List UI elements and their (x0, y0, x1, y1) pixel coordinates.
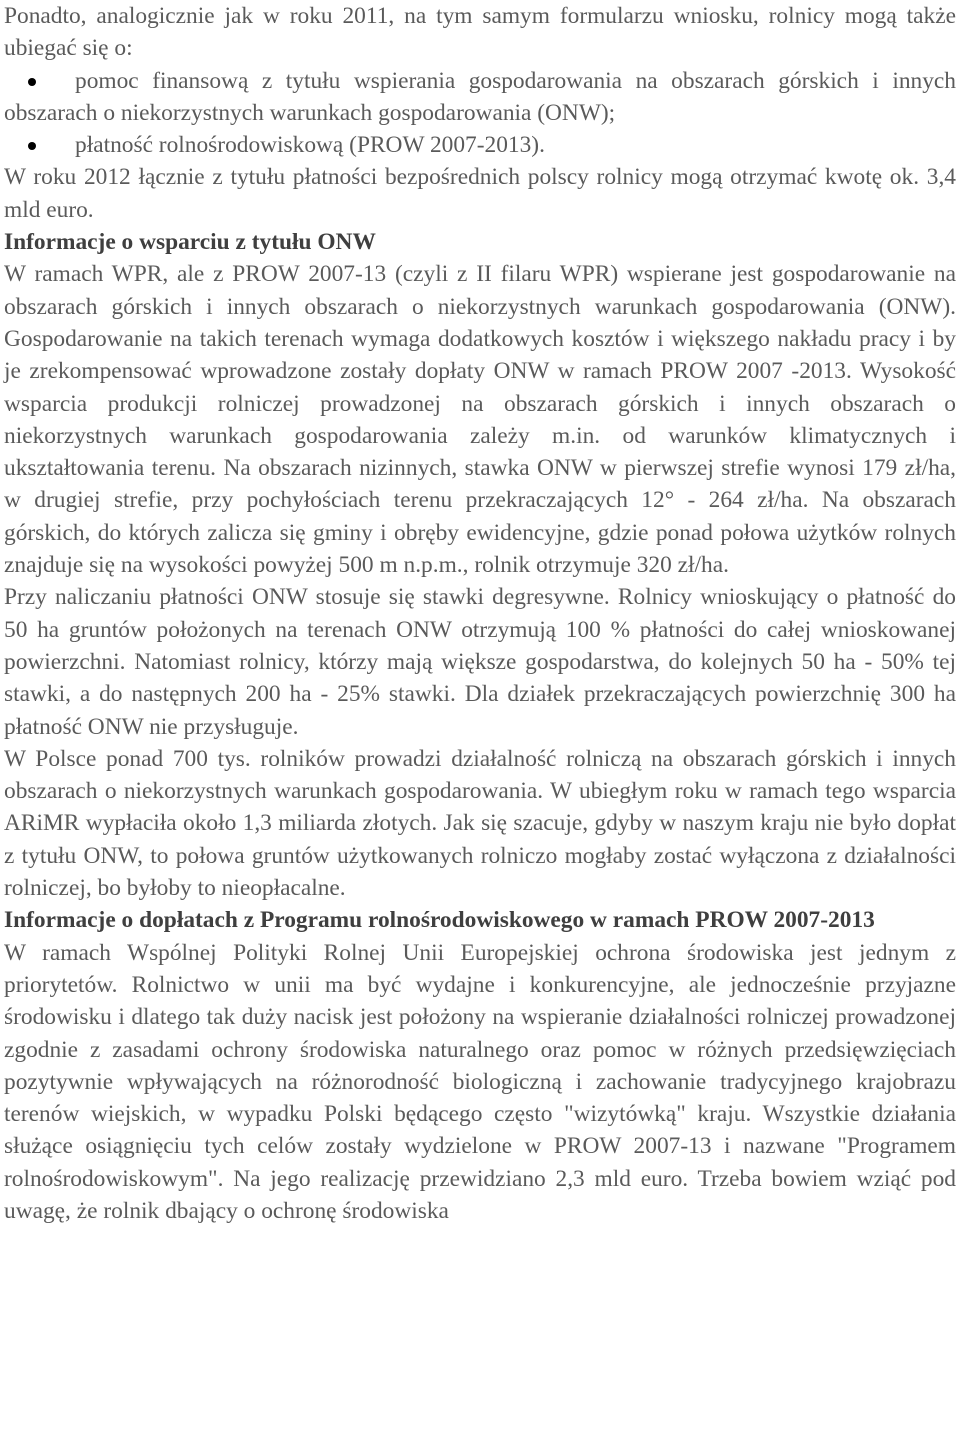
list-item-text: płatność rolnośrodowiskową (PROW 2007-2013). (75, 132, 545, 159)
section-heading-agri-env: Informacje o dopłatach z Programu rolnośrodowiskowego w ramach PROW 2007-2013 (4, 907, 875, 934)
section-heading-onw: Informacje o wsparciu z tytułu ONW (4, 229, 376, 256)
onw-paragraph-2: Przy naliczaniu płatności ONW stosuje się stawki degresywne. Rolnicy wnioskujący o płatność do 50 ha gruntów położonych na terenach ONW otrzymują 100 % płatności do całej wnioskowanej powierzchni. Natomiast rolnicy, którzy mają większe gospodarstwa, do kolejnych 50 ha - 50% tej stawki, a do następnych 200 ha - 25% stawki. Dla działek przekraczających powierzchnię 300 ha płatność ONW nie przysługuje. (4, 584, 956, 740)
bullet-list (4, 65, 956, 162)
list-item (4, 129, 956, 161)
summary-paragraph: W roku 2012 łącznie z tytułu płatności bezpośrednich polscy rolnicy mogą otrzymać kwotę ok. 3,4 mld euro. (4, 164, 956, 223)
bullet-icon (28, 142, 36, 150)
onw-paragraph-3: W Polsce ponad 700 tys. rolników prowadzi działalność rolniczą na obszarach górskich i innych obszarach o niekorzystnych warunkach gospodarowania. W ubiegłym roku w ramach tego wsparcia ARiMR wypłaciła około 1,3 miliarda złotych. Jak się szacuje, gdyby w naszym kraju nie było dopłat z tytułu ONW, to połowa gruntów użytkowanych rolniczo mogłaby zostać wyłączona z działalności rolniczej, bo byłoby to nieopłacalne. (4, 745, 956, 902)
list-item-text: pomoc finansową z tytułu wspierania gospodarowania na obszarach górskich i innych obszarach o niekorzystnych warunkach gospodarowania (ONW); (4, 67, 956, 126)
agri-env-paragraph-1: W ramach Wspólnej Polityki Rolnej Unii Europejskiej ochrona środowiska jest jednym z priorytetów. Rolnictwo w unii ma być wydajne i konkurencyjne, ale jednocześnie przyjazne środowisku i dlatego tak duży nacisk jest położony na wspieranie działalności rolniczej prowadzonej zgodnie z zasadami ochrony środowiska naturalnego oraz pomoc w różnych przedsięwzięciach pozytywnie wpływających na różnorodność biologiczną i zachowanie tradycyjnego krajobrazu terenów wiejskich, w wypadku Polski będącego często "wizytówką" kraju. Wszystkie działania służące osiągnięciu tych celów zostały wydzielone w PROW 2007-13 i nazwane "Programem rolnośrodowiskowym". Na jego realizację przewidziano 2,3 mld euro. Trzeba bowiem wziąć pod uwagę, że rolnik dbający o ochronę środowiska (4, 939, 956, 1224)
intro-paragraph: Ponadto, analogicznie jak w roku 2011, na tym samym formularzu wniosku, rolnicy mogą także ubiegać się o: (4, 3, 956, 62)
document-page (4, 0, 956, 1227)
bullet-icon (28, 78, 36, 86)
onw-paragraph-1: W ramach WPR, ale z PROW 2007-13 (czyli z II filaru WPR) wspierane jest gospodarowanie na obszarach górskich i innych obszarach o niekorzystnych warunkach gospodarowania (ONW). Gospodarowanie na takich terenach wymaga dodatkowych kosztów i większego nakładu pracy i by je zrekompensować wprowadzone zostały dopłaty ONW w ramach PROW 2007 -2013. Wysokość wsparcia produkcji rolniczej prowadzonej na obszarach górskich i innych obszarach o niekorzystnych warunkach gospodarowania zależy m.in. od warunków klimatycznych i ukształtowania terenu. Na obszarach nizinnych, stawka ONW w pierwszej strefie wynosi 179 zł/ha, w drugiej strefie, przy pochyłościach terenu przekraczających 12° - 264 zł/ha. Na obszarach górskich, do których zalicza się gminy i obręby ewidencyjne, gdzie ponad połowa użytków rolnych znajduje się na wysokości powyżej 500 m n.p.m., rolnik otrzymuje 320 zł/ha. (4, 261, 956, 579)
list-item (4, 65, 956, 130)
